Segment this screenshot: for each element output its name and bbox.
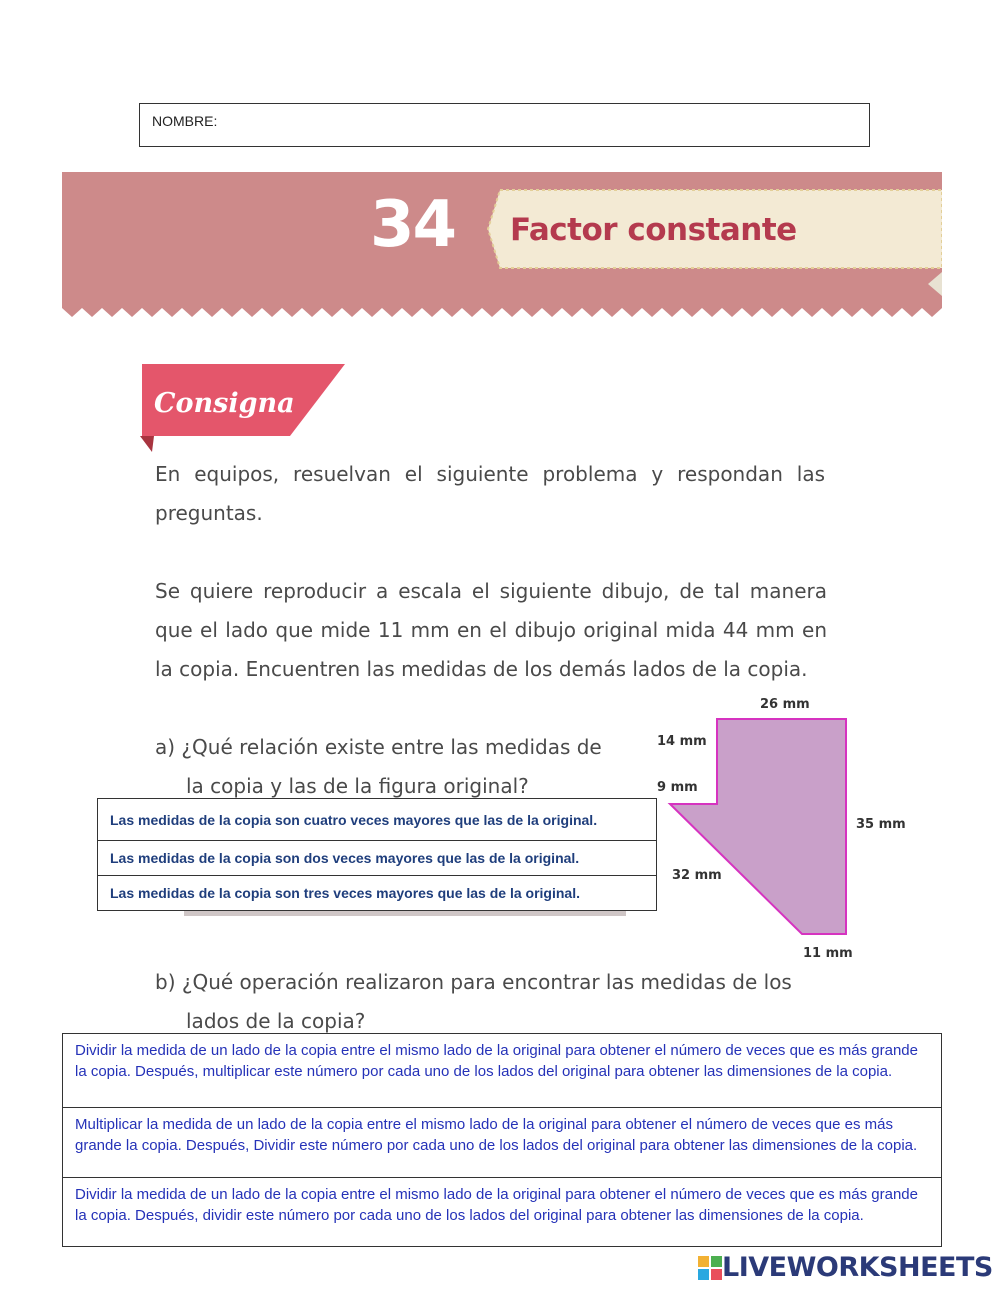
lesson-banner <box>62 172 942 317</box>
name-label: NOMBRE: <box>152 113 218 129</box>
lesson-number: 34 <box>370 188 456 262</box>
operation-option-1[interactable]: Dividir la medida de un lado de la copia entre el mismo lado de la original para obtener el número de veces que es más grande la copia. Después, multiplicar este número por cada uno de los lados del original para obtener las dimensiones de la copia. <box>62 1033 942 1108</box>
liveworksheets-logo-text: LIVEWORKSHEETS <box>722 1252 993 1283</box>
question-a <box>155 728 635 806</box>
figure-label-top: 26 mm <box>760 697 810 712</box>
question-a-line2: la copia y las de la figura original? <box>186 774 529 798</box>
answer-option-3[interactable]: Las medidas de la copia son tres veces mayores que las de la original. <box>97 875 657 911</box>
figure-label-bottom: 11 mm <box>803 946 853 961</box>
answer-option-1[interactable]: Las medidas de la copia son cuatro veces mayores que las de la original. <box>97 798 657 841</box>
question-b <box>155 963 845 1041</box>
name-field[interactable] <box>139 103 870 147</box>
liveworksheets-logo <box>698 1252 993 1283</box>
figure-label-right: 35 mm <box>856 817 906 832</box>
problem-text: Se quiere reproducir a escala el siguiente dibujo, de tal manera que el lado que mide 11 mm en el dibujo original mida 44 mm en la copia. Encuentren las medidas de los demás lados de la copia. <box>155 579 827 681</box>
operation-option-2[interactable]: Multiplicar la medida de un lado de la copia entre el mismo lado de la original para obtener el número de veces que es más grande la copia. Después, Dividir este número por cada uno de los lados del original para obtener las dimensiones de la copia. <box>62 1107 942 1178</box>
lesson-title: Factor constante <box>510 212 797 248</box>
question-b-line2: lados de la copia? <box>186 1009 366 1033</box>
operation-option-3[interactable]: Dividir la medida de un lado de la copia entre el mismo lado de la original para obtener el número de veces que es más grande la copia. Después, dividir este número por cada uno de los lados del original para obtener las dimensiones de la copia. <box>62 1177 942 1247</box>
question-b-line1: b) ¿Qué operación realizaron para encontrar las medidas de los <box>155 970 792 994</box>
question-a-line1: a) ¿Qué relación existe entre las medidas de <box>155 735 602 759</box>
figure-label-left-upper: 14 mm <box>657 734 707 749</box>
section-label: Consigna <box>154 388 295 419</box>
figure-label-diagonal: 32 mm <box>672 868 722 883</box>
intro-text: En equipos, resuelvan el siguiente problema y respondan las preguntas. <box>155 462 825 525</box>
liveworksheets-logo-icon <box>698 1256 722 1280</box>
answer-option-2[interactable]: Las medidas de la copia son dos veces mayores que las de la original. <box>97 840 657 876</box>
figure-label-left-step: 9 mm <box>657 780 698 795</box>
